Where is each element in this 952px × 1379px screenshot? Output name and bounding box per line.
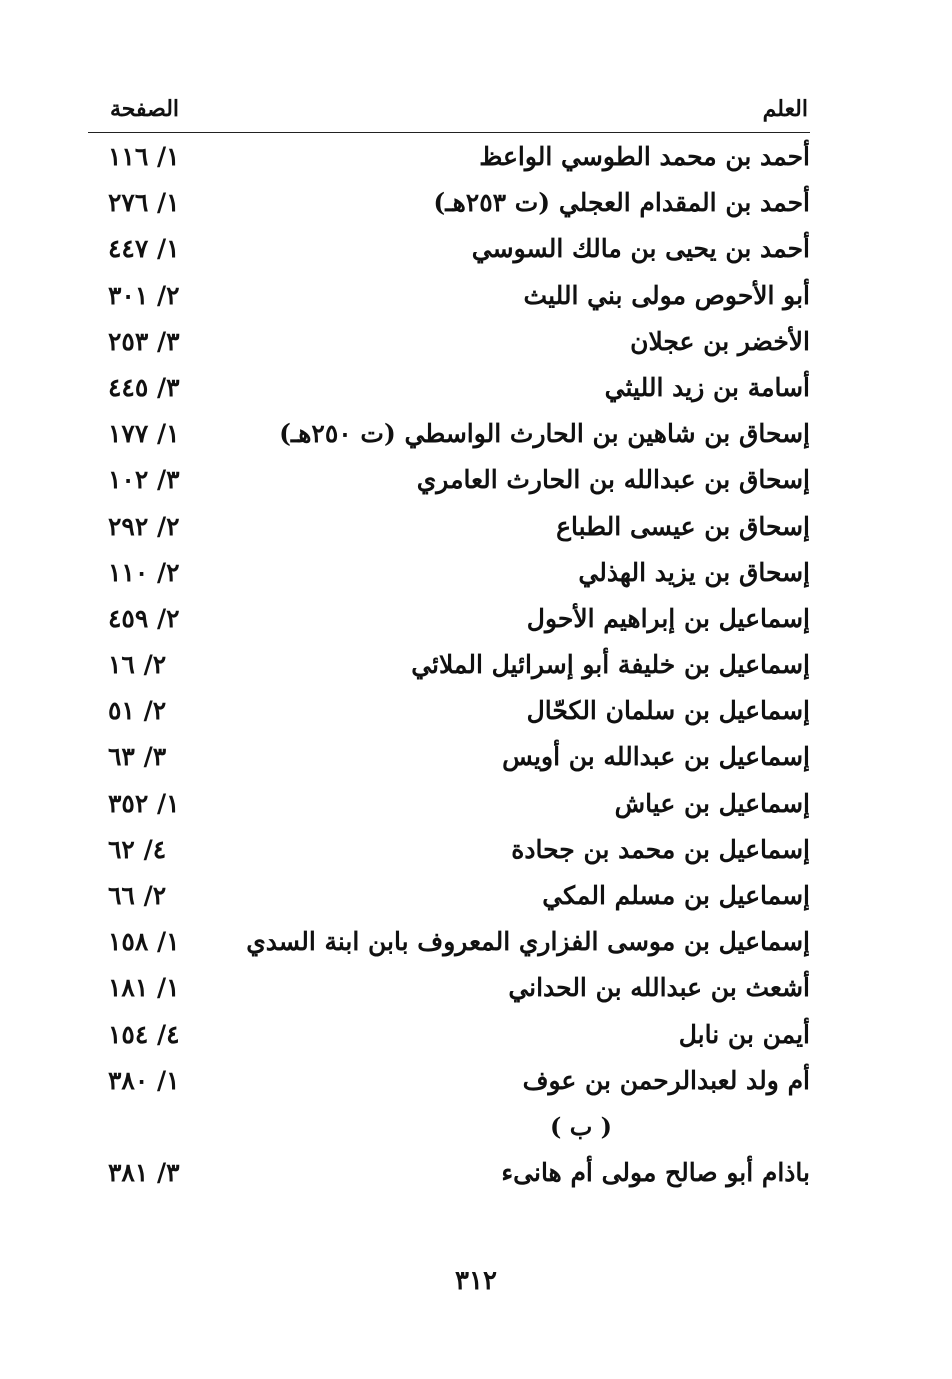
section-letter: ( ب ) [549,1111,612,1141]
entry-name: أيمن بن نابل [678,1019,810,1049]
entry-name: إسماعيل بن عياش [614,788,810,818]
index-entry [88,1014,810,1060]
entry-page-ref: ٢/ ٢٩٢ [108,511,180,541]
entry-name: أم ولد لعبدالرحمن بن عوف [522,1065,810,1095]
index-entry [88,1060,810,1106]
entry-page-ref: ١/ ١٥٨ [108,927,180,957]
index-entries [88,136,810,1198]
index-entry [88,228,810,274]
entry-name: إسماعيل بن موسى الفزاري المعروف بابن ابنة السدي [246,927,810,957]
entry-name: إسماعيل بن إبراهيم الأحول [526,603,810,633]
entry-page-ref: ٣/ ١٠٢ [108,465,180,495]
entry-page-ref: ٢/ ٣٠١ [108,280,180,310]
index-entry [88,506,810,552]
entry-page-ref: ٣/ ٢٥٣ [108,326,180,356]
index-entry [88,875,810,921]
name-column-heading: العلم [762,96,808,122]
entry-page-ref: ٣/ ٣٨١ [108,1158,180,1188]
entry-page-ref: ٢/ ١١٠ [108,557,180,587]
entry-page-ref: ٢/ ٥١ [108,696,167,726]
entry-name: أشعث بن عبدالله بن الحداني [508,973,810,1003]
entry-page-ref: ١/ ١٧٧ [108,419,180,449]
index-entry [88,967,810,1013]
index-entry [88,275,810,321]
entry-name: إسماعيل بن خليفة أبو إسرائيل الملائي [411,650,810,680]
index-entry [88,598,810,644]
index-entry [88,644,810,690]
index-entry [88,1152,810,1198]
entry-page-ref: ٤/ ٦٢ [108,834,167,864]
entry-name: أحمد بن يحيى بن مالك السوسي [471,234,810,264]
page-number: ٣١٢ [455,1266,497,1296]
index-entry [88,921,810,967]
section-heading-ba [88,1106,810,1152]
index-entry [88,321,810,367]
entry-name: إسماعيل بن محمد بن جحادة [511,834,810,864]
index-entry [88,367,810,413]
index-entry [88,783,810,829]
entry-name: أسامة بن زيد الليثي [604,372,810,402]
entry-name: أحمد بن محمد الطوسي الواعظ [479,142,810,171]
entry-page-ref: ٣/ ٤٤٥ [108,372,180,402]
entry-name: إسماعيل بن مسلم المكي [542,881,810,910]
entry-page-ref: ٢/ ٤٥٩ [108,603,180,633]
entry-page-ref: ٢/ ١٦ [108,650,167,680]
index-entry [88,413,810,459]
entry-name: إسحاق بن يزيد الهذلي [578,557,810,587]
index-entry [88,136,810,182]
entry-page-ref: ١/ ٢٧٦ [108,188,180,218]
index-header [88,92,810,133]
entry-name: إسماعيل بن عبدالله بن أويس [502,742,810,772]
entry-page-ref: ٤/ ١٥٤ [108,1019,180,1049]
index-entry [88,459,810,505]
entry-page-ref: ١/ ١١٦ [108,142,180,171]
index-entry [88,736,810,782]
entry-name: الأخضر بن عجلان [630,326,810,356]
entry-page-ref: ٢/ ٦٦ [108,881,167,910]
page-column-heading: الصفحة [110,96,180,122]
index-entry [88,690,810,736]
entry-name: باذام أبو صالح مولى أم هانىء [501,1158,810,1188]
entry-page-ref: ١/ ١٨١ [108,973,180,1003]
entry-page-ref: ٣/ ٦٣ [108,742,167,772]
entry-name: إسحاق بن عيسى الطباع [556,511,810,541]
index-entry [88,552,810,598]
entry-name: أبو الأحوص مولى بني الليث [523,280,810,310]
entry-page-ref: ١/ ٣٥٢ [108,788,180,818]
entry-page-ref: ١/ ٣٨٠ [108,1065,180,1095]
entry-name: إسحاق بن شاهين بن الحارث الواسطي (ت ٢٥٠هـ) [279,419,810,449]
index-entry [88,829,810,875]
entry-name: إسماعيل بن سلمان الكحّال [526,696,810,726]
index-entry [88,182,810,228]
entry-page-ref: ١/ ٤٤٧ [108,234,180,264]
entry-name: إسحاق بن عبدالله بن الحارث العامري [416,465,810,495]
entry-name: أحمد بن المقدام العجلي (ت ٢٥٣هـ) [433,188,810,218]
